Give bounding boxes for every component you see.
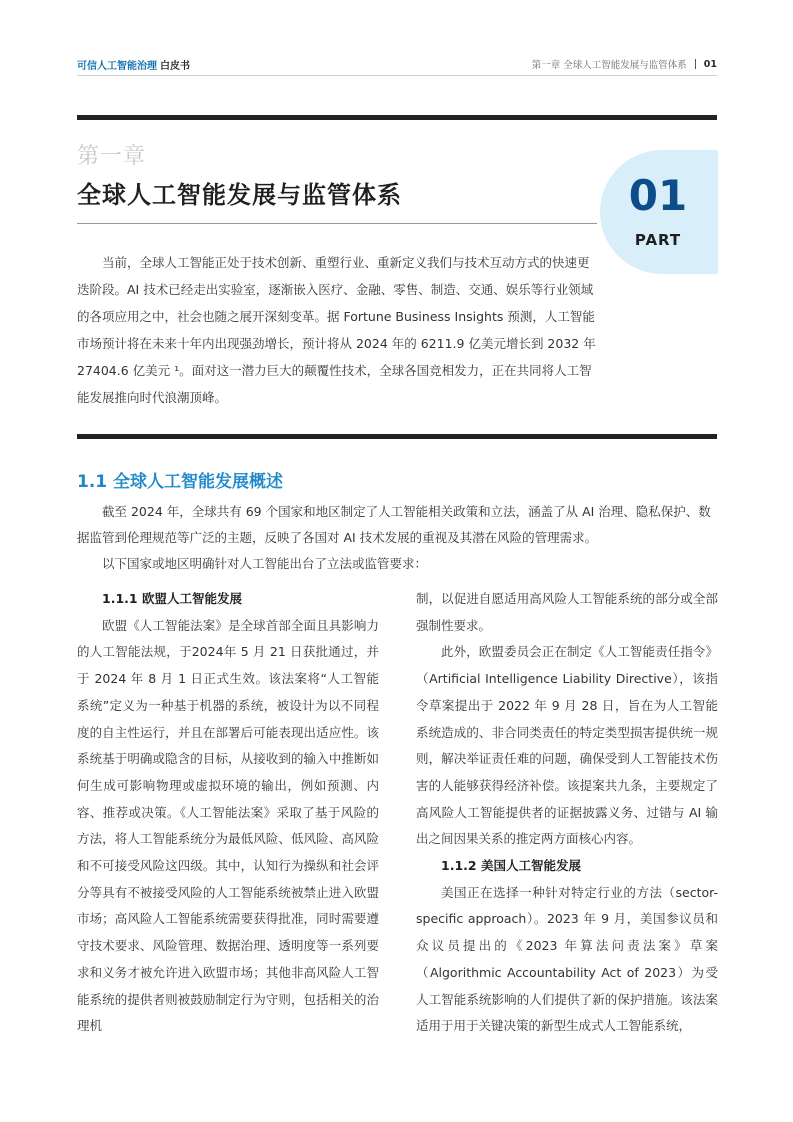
eu-paragraph-continued: 制，以促进自愿适用高风险人工智能系统的部分或全部强制性要求。 (416, 591, 718, 633)
header-rule (77, 75, 717, 76)
header-page-number: 01 (703, 58, 717, 70)
header-divider (695, 59, 696, 69)
chapter-label: 第一章 (77, 144, 147, 169)
header-doc-title-main: 可信人工智能治理 (77, 61, 157, 72)
chapter-intro (77, 249, 597, 411)
header-doc-title (77, 57, 190, 72)
eu-paragraph: 欧盟《人工智能法案》是全球首部全面且具影响力的人工智能法规，于2024年 5 月 21 日获批通过，并于 2024 年 8 月 1 日正式生效。该法案将“人工智能系统”定义为一种基于机器的系统，被设计为以不同程度的自主性运行，并且在部署后可能表现出适应性。该系统基于明确或隐含的目标，从接收到的输入中推断如何生成可影响物理或虚拟环境的输出，例如预测、内容、推荐或决策。《人工智能法案》采取了基于风险的方法，将人工智能系统分为最低风险、低风险、高风险和不可接受风险这四级。其中，认知行为操纵和社会评分等具有不被接受风险的人工智能系统被禁止进入欧盟市场；高风险人工智能系统需要获得批准，同时需要遵守技术要求、风险管理、数据治理、透明度等一系列要求和义务才被允许进入欧盟市场；其他非高风险人工智能系统的提供者则被鼓励制定行为守则，包括相关的治理机 (77, 617, 379, 1034)
chapter-title: 全球人工智能发展与监管体系 (77, 181, 402, 209)
eu-liability-paragraph: 此外，欧盟委员会正在制定《人工智能责任指令》（Artificial Intelligence Liability Directive），该指令草案提出于 2022 年 9 月 28 日，旨在为人工智能系统造成的、非合同类责任的特定类型损害提供统一规则，解决举证责任难的问题，确保受到人工智能技术伤害的人能够获得经济补偿。该提案共九条，主要规定了高风险人工智能提供者的证据披露义务、过错与 AI 输出之间因果关系的推定两方面核心内容。 (416, 644, 718, 847)
us-paragraph: 美国正在选择一种针对特定行业的方法（sector-specific approach）。2023 年 9 月，美国参议员和众议员提出的《2023 年算法问责法案》草案（Algorithmic Accountability Act of 2023）为受人工智能系统影响的人们提供了新的保护措施。该法案适用于用于关键决策的新型生成式人工智能系统， (416, 884, 718, 1034)
chapter-title-rule (77, 223, 597, 224)
section-title: 1.1 全球人工智能发展概述 (77, 472, 284, 492)
left-column (77, 586, 379, 1040)
top-thick-rule (77, 115, 717, 120)
right-column (416, 586, 718, 1040)
section-paragraph-1: 截至 2024 年，全球共有 69 个国家和地区制定了人工智能相关政策和立法，涵盖了从 AI 治理、隐私保护、数据监管到伦理规范等广泛的主题，反映了各国对 AI 技术发展的重视及其潜在风险的管理需求。 (77, 504, 711, 545)
us-heading: 1.1.2 美国人工智能发展 (441, 858, 581, 874)
header-chapter-text: 第一章 全球人工智能发展与监管体系 (531, 60, 687, 71)
intro-paragraph: 当前，全球人工智能正处于技术创新、重塑行业、重新定义我们与技术互动方式的快速更迭阶段。AI 技术已经走出实验室，逐渐嵌入医疗、金融、零售、制造、交通、娱乐等行业领域的各项应用之中，社会也随之展开深刻变革。据 Fortune Business Insights 预测，人工智能市场预计将在未来十年内出现强劲增长，预计将从 2024 年的 6211.9 亿美元增长到 2032 年 27404.6 亿美元 ¹。面对这一潜力巨大的颠覆性技术，全球各国竞相发力，正在共同将人工智能发展推向时代浪潮顶峰。 (77, 255, 596, 405)
section-paragraph-2: 以下国家或地区明确针对人工智能出台了立法或监管要求： (102, 556, 428, 571)
eu-heading: 1.1.1 欧盟人工智能发展 (102, 591, 242, 606)
section-intro (77, 499, 718, 577)
header-doc-subtitle: 白皮书 (160, 61, 190, 72)
part-word: PART (634, 231, 682, 249)
part-number: 01 (628, 171, 688, 220)
section-thick-rule (77, 434, 717, 439)
header-chapter-ref (532, 57, 717, 71)
